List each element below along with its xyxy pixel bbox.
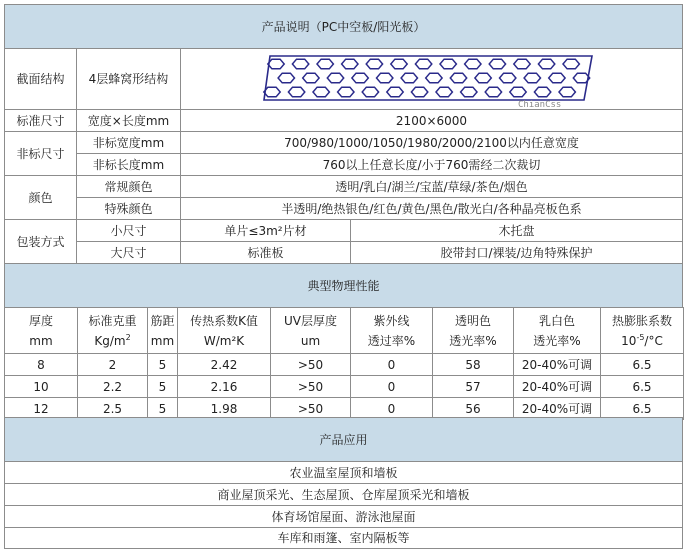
honeycomb-cell — [317, 59, 333, 69]
table-cell-value: 2.16 — [210, 379, 238, 394]
product-description-title: 产品说明（PC中空板/阳光板） — [261, 19, 426, 34]
honeycomb-cell — [263, 87, 279, 97]
regular-color-value — [180, 175, 683, 198]
column-header-unit-superscript: 2 — [125, 332, 131, 342]
column-header — [432, 307, 514, 354]
physical-properties-header — [4, 263, 683, 308]
nonstandard-width-value-text: 700/980/1000/1050/1980/2000/2100以内任意宽度 — [284, 135, 579, 150]
column-header-unit-superscript: -5 — [636, 332, 645, 342]
table-cell — [513, 353, 601, 376]
table-cell-value: >50 — [297, 379, 324, 394]
column-header-label: 乳白色 — [538, 313, 575, 328]
honeycomb-cell — [337, 87, 353, 97]
column-header — [147, 307, 178, 354]
standard-size-name-text: 宽度×长度mm — [87, 113, 170, 128]
small-size-name-text: 小尺寸 — [110, 223, 147, 238]
nonstandard-length-name-text: 非标长度mm — [92, 157, 165, 172]
physical-properties-title: 典型物理性能 — [307, 278, 380, 293]
table-cell-value: 0 — [387, 379, 396, 394]
table-cell — [177, 353, 271, 376]
application-item — [4, 461, 683, 484]
large-size-name-text: 大尺寸 — [110, 245, 147, 260]
honeycomb-cell — [474, 73, 490, 83]
nonstandard-length-name — [76, 153, 181, 176]
table-cell-value: 2.42 — [210, 357, 238, 372]
column-header-unit-text: Kg/m — [94, 333, 126, 348]
honeycomb-cell — [460, 87, 476, 97]
column-header-unit-text: 透光率% — [449, 333, 497, 348]
watermark-text: ChianCss — [517, 100, 561, 108]
honeycomb-cell — [509, 87, 525, 97]
column-header-unit — [151, 334, 174, 348]
column-header-unit-text: mm — [150, 333, 175, 348]
table-cell-value: 20-40%可调 — [521, 379, 593, 394]
large-size-spec-text: 标准板 — [247, 245, 284, 260]
table-cell-value: 20-40%可调 — [521, 401, 593, 416]
table-cell-value: >50 — [297, 357, 324, 372]
honeycomb-cell — [464, 59, 480, 69]
column-header-label: 标准克重 — [88, 313, 137, 328]
table-cell-value: 0 — [387, 357, 396, 372]
honeycomb-cell — [538, 59, 554, 69]
standard-size-value-text: 2100×6000 — [395, 113, 468, 128]
application-item-text: 车库和雨篷、室内隔板等 — [277, 531, 410, 545]
column-header-unit — [29, 334, 52, 348]
applications-title: 产品应用 — [319, 432, 368, 447]
applications-header — [4, 417, 683, 462]
column-header-unit — [94, 334, 130, 348]
honeycomb-cell — [489, 59, 505, 69]
table-cell — [600, 353, 684, 376]
column-header-unit-suffix: /°C — [644, 333, 663, 348]
honeycomb-cell — [366, 59, 382, 69]
table-cell-value: >50 — [297, 401, 324, 416]
standard-size-name — [76, 109, 181, 132]
column-header-label: 厚度 — [28, 313, 53, 328]
small-size-method — [350, 219, 683, 242]
table-cell-value: 6.5 — [632, 379, 652, 394]
honeycomb-cell — [411, 87, 427, 97]
table-cell — [270, 375, 351, 398]
table-cell-value: 57 — [465, 379, 481, 394]
honeycomb-cell — [559, 87, 575, 97]
application-item-text: 商业屋顶采光、生态屋顶、仓库屋顶采光和墙板 — [217, 487, 470, 502]
table-cell-value: 1.98 — [210, 401, 238, 416]
honeycomb-cell — [485, 87, 501, 97]
standard-size-value — [180, 109, 683, 132]
honeycomb-cell — [436, 87, 452, 97]
honeycomb-cell — [450, 73, 466, 83]
structure-value — [76, 48, 181, 110]
honeycomb-frame — [264, 56, 592, 100]
column-header-label: UV层厚度 — [284, 313, 337, 328]
packaging-label-text: 包装方式 — [16, 234, 65, 249]
table-cell — [4, 353, 78, 376]
large-size-name — [76, 241, 181, 264]
honeycomb-cell — [376, 73, 392, 83]
column-header — [77, 307, 148, 354]
regular-color-name-text: 常规颜色 — [104, 179, 153, 194]
column-header — [4, 307, 78, 354]
table-cell — [177, 375, 271, 398]
column-header-label: 传热系数K值 — [190, 313, 258, 328]
nonstandard-width-name-text: 非标宽度mm — [92, 135, 165, 150]
regular-color-name — [76, 175, 181, 198]
large-size-spec — [180, 241, 351, 264]
honeycomb-cell — [362, 87, 378, 97]
table-cell-value: 5 — [158, 379, 167, 394]
column-header-unit-text: 10 — [621, 333, 637, 348]
nonstandard-length-value — [180, 153, 683, 176]
honeycomb-cell — [513, 59, 529, 69]
column-header-label: 热膨胀系数 — [611, 313, 672, 328]
table-cell — [77, 375, 148, 398]
honeycomb-cell — [401, 73, 417, 83]
color-label — [4, 175, 77, 220]
application-item-text: 农业温室屋顶和墙板 — [289, 465, 398, 480]
honeycomb-structure-diagram — [262, 50, 602, 108]
packaging-label — [4, 219, 77, 264]
structure-label — [4, 48, 77, 110]
nonstandard-width-value — [180, 131, 683, 154]
nonstandard-size-label-text: 非标尺寸 — [16, 146, 65, 161]
small-size-spec-text: 单片≤3m²片材 — [224, 223, 307, 238]
honeycomb-cell — [313, 87, 329, 97]
column-header-unit — [204, 334, 244, 348]
application-item — [4, 527, 683, 549]
column-header-unit-text: 透光率% — [533, 333, 581, 348]
table-cell-value: 2 — [108, 357, 117, 372]
column-header-unit-text: 透过率% — [367, 333, 416, 348]
honeycomb-cell — [278, 73, 294, 83]
table-cell — [147, 353, 178, 376]
table-cell-value: 12 — [33, 401, 49, 416]
structure-label-text: 截面结构 — [16, 72, 65, 86]
honeycomb-cell — [288, 87, 304, 97]
column-header — [270, 307, 351, 354]
application-item — [4, 505, 683, 528]
column-header — [177, 307, 271, 354]
table-cell-value: 6.5 — [632, 401, 652, 416]
honeycomb-cell — [425, 73, 441, 83]
regular-color-value-text: 透明/乳白/湖兰/宝蓝/草绿/茶色/烟色 — [335, 179, 528, 194]
column-header-unit — [533, 334, 580, 348]
table-cell — [432, 375, 514, 398]
table-cell-value: 58 — [465, 357, 481, 372]
column-header-unit — [368, 334, 415, 348]
small-size-spec — [180, 219, 351, 242]
table-cell — [77, 353, 148, 376]
large-size-method — [350, 241, 683, 264]
honeycomb-cell — [302, 73, 318, 83]
nonstandard-length-value-text: 760以上任意长度/小于760需经二次裁切 — [322, 157, 541, 172]
small-size-name — [76, 219, 181, 242]
column-header-unit-text: mm — [29, 333, 53, 348]
table-cell — [350, 353, 433, 376]
honeycomb-cell — [341, 59, 357, 69]
special-color-name — [76, 197, 181, 220]
table-cell-value: 10 — [33, 379, 49, 394]
table-cell-value: 6.5 — [632, 357, 652, 372]
column-header-label: 透明色 — [454, 313, 491, 328]
table-cell-value: 20-40%可调 — [521, 357, 593, 372]
table-cell — [350, 375, 433, 398]
column-header-unit — [449, 334, 496, 348]
honeycomb-cell — [386, 87, 402, 97]
table-cell-value: 8 — [37, 357, 45, 372]
special-color-value — [180, 197, 683, 220]
standard-size-label — [4, 109, 77, 132]
column-header-label: 紫外线 — [373, 313, 410, 328]
standard-size-label-text: 标准尺寸 — [16, 113, 65, 128]
table-cell — [147, 375, 178, 398]
product-description-header — [4, 4, 683, 49]
table-cell — [600, 375, 684, 398]
honeycomb-cell — [267, 59, 283, 69]
table-cell — [4, 375, 78, 398]
column-header-unit-text: W/m²K — [203, 333, 245, 348]
honeycomb-cell — [327, 73, 343, 83]
honeycomb-cell — [351, 73, 367, 83]
column-header — [600, 307, 684, 354]
color-label-text: 颜色 — [28, 190, 53, 205]
honeycomb-cell — [548, 73, 564, 83]
honeycomb-cell — [524, 73, 540, 83]
structure-value-text: 4层蜂窝形结构 — [88, 72, 169, 86]
honeycomb-cell — [415, 59, 431, 69]
nonstandard-size-label — [4, 131, 77, 176]
honeycomb-cell — [390, 59, 406, 69]
special-color-value-text: 半透明/绝热银色/红色/黄色/黑色/散光白/各种晶亮板色系 — [281, 201, 582, 216]
table-cell-value: 5 — [158, 357, 167, 372]
honeycomb-cell — [499, 73, 515, 83]
column-header-label: 筋距 — [150, 313, 175, 328]
table-cell-value: 0 — [387, 401, 396, 416]
honeycomb-cell — [563, 59, 579, 69]
column-header-unit — [621, 334, 663, 348]
application-item — [4, 483, 683, 506]
column-header-unit-text: um — [300, 333, 321, 348]
table-cell — [432, 353, 514, 376]
special-color-name-text: 特殊颜色 — [104, 201, 153, 216]
table-cell-value: 2.2 — [102, 379, 123, 394]
honeycomb-cell — [534, 87, 550, 97]
structure-diagram-cell — [180, 48, 683, 110]
small-size-method-text: 木托盘 — [498, 223, 535, 238]
column-header — [513, 307, 601, 354]
table-cell-value: 56 — [465, 401, 481, 416]
honeycomb-cell — [440, 59, 456, 69]
honeycomb-cell — [292, 59, 308, 69]
large-size-method-text: 胶带封口/裸装/边角特殊保护 — [440, 245, 593, 260]
application-item-text: 体育场馆屋面、游泳池屋面 — [271, 509, 416, 524]
column-header-unit — [301, 334, 320, 348]
table-cell-value: 2.5 — [102, 401, 123, 416]
column-header — [350, 307, 433, 354]
table-cell — [270, 353, 351, 376]
table-cell-value: 5 — [158, 401, 167, 416]
table-cell — [513, 375, 601, 398]
nonstandard-width-name — [76, 131, 181, 154]
